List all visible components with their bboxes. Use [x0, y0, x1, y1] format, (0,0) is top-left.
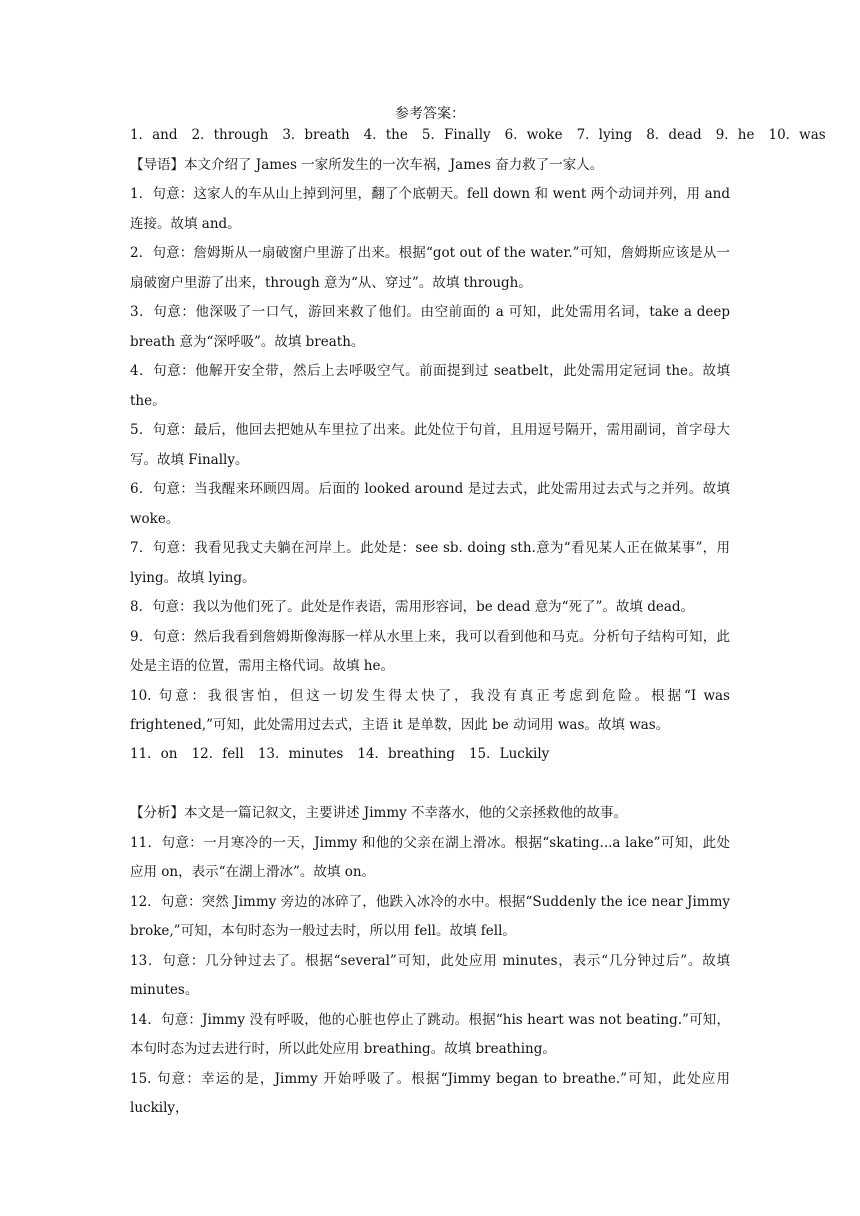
- explanation-13: 13．句意：几分钟过去了。根据“several”可知，此处应用 minutes，表示“几分钟过后”。故填 minutes。: [130, 952, 730, 998]
- answer-12: 12．fell: [191, 746, 244, 762]
- page-title: 参考答案：: [395, 106, 465, 122]
- answer-15: 15．Luckily: [468, 746, 550, 762]
- explanation-5: 5．句意：最后，他回去把她从车里拉了出来。此处位于句首，且用逗号隔开，需用副词，首字母大写。故填 Finally。: [130, 422, 730, 468]
- answer-3: 3．breath: [282, 127, 350, 143]
- answer-2: 2．through: [191, 127, 269, 143]
- explanation-2: 2．句意：詹姆斯从一扇破窗户里游了出来。根据“got out of the water.”可知，詹姆斯应该是从一扇破窗户里游了出来，through 意为“从、穿过”。故填 through。: [130, 245, 730, 291]
- explanation-8: 8．句意：我以为他们死了。此处是作表语，需用形容词，be dead 意为“死了”。故填 dead。: [130, 599, 695, 615]
- answer-8: 8．dead: [646, 127, 702, 143]
- explanation-10: 10. 句意：我很害怕，但这一切发生得太快了，我没有真正考虑到危险。根据“I was frightened,”可知，此处需用过去式，主语 it 是单数，因此 be 动词用 was。故填 was。: [130, 687, 730, 733]
- explanation-9: 9．句意：然后我看到詹姆斯像海豚一样从水里上来，我可以看到他和马克。分析句子结构可知，此处是主语的位置，需用主格代词。故填 he。: [130, 628, 730, 674]
- explanation-12: 12．句意：突然 Jimmy 旁边的冰碎了，他跌入冰冷的水中。根据“Suddenly the ice near Jimmy broke,”可知，本句时态为一般过去时，所以用 fell。故填 fell。: [130, 893, 730, 939]
- explanation-15: 15. 句意：幸运的是，Jimmy 开始呼吸了。根据“Jimmy began to breathe.”可知，此处应用 luckily，: [130, 1070, 730, 1116]
- intro-2: 【分析】本文是一篇记叙文，主要讲述 Jimmy 不幸落水，他的父亲拯救他的故事。: [130, 805, 628, 821]
- answer-5: 5．Finally: [421, 127, 491, 143]
- blank-line: [130, 770, 730, 800]
- answer-13: 13．minutes: [257, 746, 344, 762]
- answer-11: 11．on: [130, 746, 178, 762]
- explanation-3: 3．句意：他深吸了一口气，游回来救了他们。由空前面的 a 可知，此处需用名词，take a deep breath 意为“深呼吸”。故填 breath。: [130, 304, 730, 350]
- section-2: [130, 740, 730, 1124]
- answer-10: 10．was: [768, 127, 826, 143]
- intro-1: 【导语】本文介绍了 James 一家所发生的一次车祸，James 奋力救了一家人。: [130, 156, 604, 173]
- section-1: [130, 121, 826, 741]
- answer-14: 14．breathing: [357, 746, 455, 762]
- answer-row-1: [130, 121, 826, 151]
- answer-row-2: [130, 740, 730, 770]
- explanation-7: 7．句意：我看见我丈夫躺在河岸上。此处是：see sb. doing sth.意为“看见某人正在做某事”，用 lying。故填 lying。: [130, 540, 730, 586]
- explanation-14: 14．句意：Jimmy 没有呼吸，他的心脏也停止了跳动。根据“his heart was not beating.”可知，本句时态为过去进行时，所以此处应用 breathing。故填 breathing。: [130, 1011, 730, 1057]
- explanation-11: 11．句意：一月寒冷的一天，Jimmy 和他的父亲在湖上滑冰。根据“skating...a lake”可知，此处应用 on，表示“在湖上滑冰”。故填 on。: [130, 834, 730, 880]
- answer-9: 9．he: [715, 127, 755, 143]
- explanation-6: 6．句意：当我醒来环顾四周。后面的 looked around 是过去式，此处需用过去式与之并列。故填 woke。: [130, 481, 730, 527]
- explanation-1: 1．句意：这家人的车从山上掉到河里，翻了个底朝天。fell down 和 went 两个动词并列，用 and 连接。故填 and。: [130, 186, 730, 232]
- answer-1: 1．and: [130, 127, 178, 143]
- answer-7: 7．lying: [576, 127, 633, 143]
- answer-4: 4．the: [363, 127, 408, 143]
- answer-6: 6．woke: [504, 127, 563, 143]
- explanation-4: 4．句意：他解开安全带，然后上去呼吸空气。前面提到过 seatbelt，此处需用定冠词 the。故填 the。: [130, 363, 730, 409]
